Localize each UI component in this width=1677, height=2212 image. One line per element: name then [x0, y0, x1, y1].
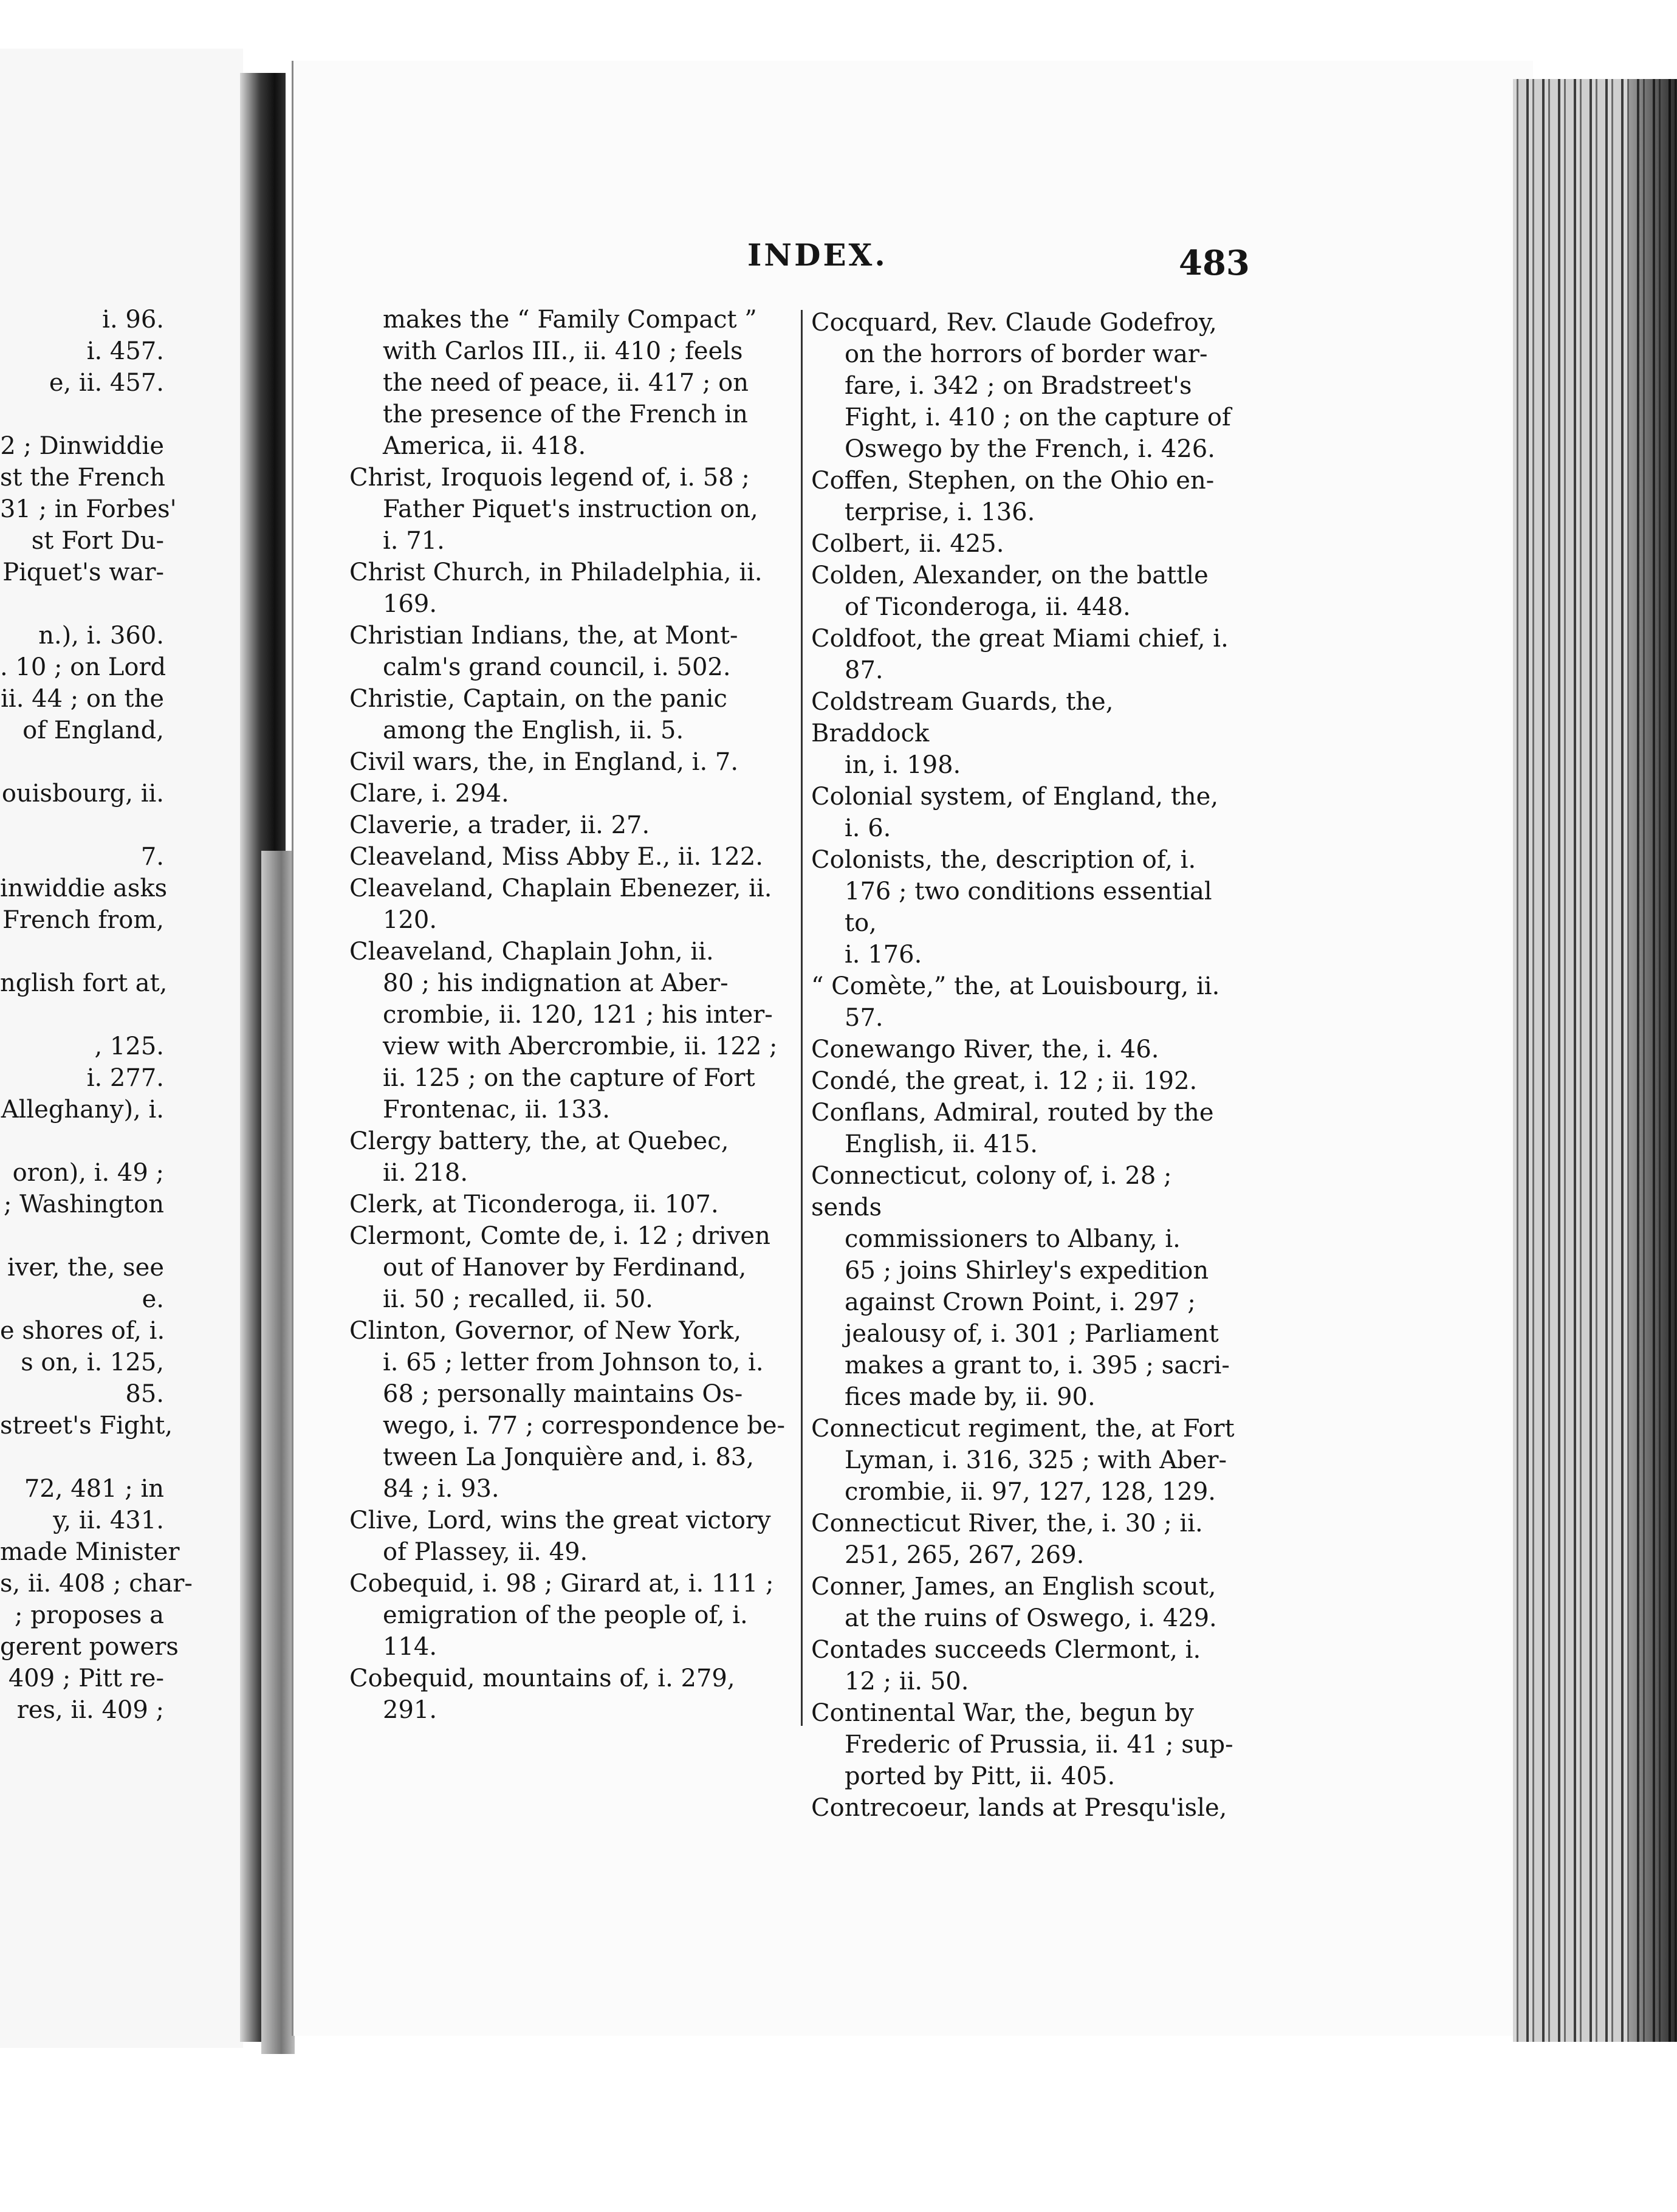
index-entry-continuation: among the English, ii. 5. [383, 716, 684, 744]
left-page-line: gerent powers [0, 1633, 179, 1661]
index-entry-continuation: ported by Pitt, ii. 405. [845, 1762, 1116, 1790]
left-page-line: Piquet's war- [2, 558, 164, 586]
index-entry [349, 841, 799, 873]
left-page-line: st Fort Du- [31, 527, 164, 555]
index-entry-heading: Christian Indians, the, at Mont- [349, 622, 738, 650]
index-entry-continuation: i. 6. [845, 814, 891, 842]
index-entry-heading: Clerk, at Ticonderoga, ii. 107. [349, 1190, 719, 1218]
index-entry [811, 844, 1236, 970]
index-entry [811, 1065, 1236, 1097]
index-entry-heading: Cleaveland, Chaplain John, ii. [349, 938, 714, 966]
index-entry-continuation: ii. 125 ; on the capture of Fort [383, 1064, 755, 1092]
index-entry-heading: Conflans, Admiral, routed by the [811, 1099, 1214, 1127]
index-entry-continuation: crombie, ii. 97, 127, 128, 129. [845, 1478, 1216, 1506]
index-entry [811, 1160, 1236, 1413]
left-page-line: i. 277. [86, 1064, 164, 1092]
index-entry-heading: Clive, Lord, wins the great victory [349, 1506, 771, 1534]
index-entry-continuation: the need of peace, ii. 417 ; on [383, 369, 749, 397]
index-entry [811, 465, 1236, 528]
index-entry-continuation: makes a grant to, i. 395 ; sacri- [845, 1352, 1230, 1379]
index-entry [811, 781, 1236, 844]
left-page-line [0, 809, 237, 841]
index-entry-heading: Civil wars, the, in England, i. 7. [349, 748, 739, 776]
left-page-line: 85. [125, 1380, 164, 1408]
index-entry [349, 304, 799, 462]
index-entry-heading: Clergy battery, the, at Quebec, [349, 1127, 729, 1155]
index-entry-continuation: 291. [383, 1696, 437, 1724]
left-page-line: 72, 481 ; in [24, 1475, 164, 1503]
page-number: 483 [1179, 243, 1250, 283]
index-entry-heading: Claverie, a trader, ii. 27. [349, 811, 650, 839]
left-page-line: y, ii. 431. [53, 1506, 164, 1534]
left-page-line: n.), i. 360. [38, 622, 164, 650]
index-entry-continuation: 251, 265, 267, 269. [845, 1541, 1085, 1569]
index-entry-heading: Christ, Iroquois legend of, i. 58 ; [349, 464, 750, 492]
left-page-line [0, 1125, 237, 1157]
left-page-line: 409 ; Pitt re- [8, 1664, 164, 1692]
index-entry-continuation: 114. [383, 1633, 437, 1661]
index-entry-heading: Colbert, ii. 425. [811, 530, 1004, 558]
left-page-line: st the French [0, 464, 166, 492]
index-entry-continuation: 176 ; two conditions essential to, [845, 878, 1212, 937]
left-page-line: iver, the, see [7, 1254, 164, 1282]
index-entry [349, 746, 799, 778]
index-entry-continuation: emigration of the people of, i. [383, 1601, 748, 1629]
index-column-left [349, 304, 799, 1726]
index-entry [811, 560, 1236, 623]
index-entry-continuation: view with Abercrombie, ii. 122 ; [383, 1032, 778, 1060]
index-entry-continuation: the presence of the French in [383, 400, 748, 428]
index-entry [811, 1697, 1236, 1792]
index-entry-continuation: America, ii. 418. [383, 432, 586, 460]
index-entry [811, 686, 1236, 781]
index-entry-heading: Connecticut, colony of, i. 28 ; sends [811, 1162, 1172, 1221]
index-entry-heading: Contrecoeur, lands at Presqu'isle, [811, 1794, 1227, 1822]
index-entry-continuation: in, i. 198. [845, 751, 961, 779]
index-entry [349, 1189, 799, 1220]
left-page-line [0, 1441, 237, 1473]
index-entry-continuation: Oswego by the French, i. 426. [845, 435, 1215, 463]
index-entry-heading: Conner, James, an English scout, [811, 1573, 1216, 1601]
left-page-line: e, ii. 457. [49, 369, 164, 397]
left-page-line: s on, i. 125, [21, 1348, 164, 1376]
index-entry-heading: Contades succeeds Clermont, i. [811, 1636, 1201, 1664]
index-entry-continuation: Frontenac, ii. 133. [383, 1096, 610, 1124]
index-entry-continuation: of Plassey, ii. 49. [383, 1538, 588, 1566]
index-entry-continuation: out of Hanover by Ferdinand, [383, 1254, 747, 1282]
index-entry-continuation: Fight, i. 410 ; on the capture of [845, 404, 1231, 431]
left-page-line [0, 746, 237, 778]
index-entry-heading: Coldfoot, the great Miami chief, i. [811, 625, 1229, 653]
index-entry-heading: “ Comète,” the, at Louisbourg, ii. [811, 972, 1220, 1000]
index-entry-continuation: tween La Jonquière and, i. 83, [383, 1443, 754, 1471]
index-entry-continuation: Father Piquet's instruction on, [383, 495, 758, 523]
left-page-line: i. 96. [102, 306, 164, 334]
index-entry-continuation: Lyman, i. 316, 325 ; with Aber- [845, 1446, 1227, 1474]
index-entry-continuation: on the horrors of border war- [845, 340, 1208, 368]
left-page-line [0, 399, 237, 430]
left-page-line [0, 588, 237, 620]
left-page-line: e. [142, 1285, 164, 1313]
index-entry-heading: Clare, i. 294. [349, 780, 509, 808]
index-entry-continuation: against Crown Point, i. 297 ; [845, 1288, 1196, 1316]
index-entry-heading: Cleaveland, Miss Abby E., ii. 122. [349, 843, 763, 871]
index-entry-heading: Colonial system, of England, the, [811, 783, 1219, 811]
index-entry [349, 557, 799, 620]
index-entry-continuation: 57. [845, 1004, 883, 1032]
index-entry-continuation: with Carlos III., ii. 410 ; feels [383, 337, 743, 365]
index-entry [349, 1315, 799, 1505]
index-entry [811, 1792, 1236, 1824]
index-entry-heading: Cobequid, mountains of, i. 279, [349, 1664, 735, 1692]
index-entry [811, 1571, 1236, 1634]
left-page-line: e shores of, i. [0, 1317, 165, 1345]
index-entry [349, 1220, 799, 1315]
index-entry [349, 620, 799, 683]
index-entry-heading: Continental War, the, begun by [811, 1699, 1194, 1727]
index-entry-continuation: 169. [383, 590, 437, 618]
index-entry [811, 307, 1236, 465]
index-entry [349, 462, 799, 557]
index-entry-continuation: wego, i. 77 ; correspondence be- [383, 1412, 786, 1440]
index-entry-continuation: 87. [845, 656, 883, 684]
left-page-line: . 10 ; on Lord [0, 653, 166, 681]
left-page-line [0, 999, 237, 1031]
index-entry-heading: Connecticut regiment, the, at Fort [811, 1415, 1235, 1443]
index-entry [811, 1034, 1236, 1065]
index-entry [349, 1125, 799, 1189]
index-entry-continuation: crombie, ii. 120, 121 ; his inter- [383, 1001, 773, 1029]
left-page-line: ii. 44 ; on the [1, 685, 164, 713]
index-entry [349, 809, 799, 841]
left-page-line: ; proposes a [15, 1601, 164, 1629]
left-page-line: French from, [2, 906, 164, 934]
index-entry-continuation: Frederic of Prussia, ii. 41 ; sup- [845, 1731, 1233, 1759]
index-entry-continuation: i. 176. [845, 941, 922, 969]
index-entry [811, 1413, 1236, 1508]
index-entry-heading: Conewango River, the, i. 46. [811, 1036, 1159, 1063]
index-entry [811, 1508, 1236, 1571]
index-entry-continuation: 12 ; ii. 50. [845, 1668, 969, 1695]
index-entry-continuation: ii. 50 ; recalled, ii. 50. [383, 1285, 653, 1313]
index-entry-continuation: fare, i. 342 ; on Bradstreet's [845, 372, 1192, 400]
index-entry-heading: Christie, Captain, on the panic [349, 685, 727, 713]
left-page-line: 2 ; Dinwiddie [0, 432, 164, 460]
left-page-line [0, 936, 237, 967]
column-rule [801, 310, 803, 1726]
index-entry-continuation: ii. 218. [383, 1159, 468, 1187]
index-entry [811, 970, 1236, 1034]
left-page-line: made Minister [0, 1538, 180, 1566]
index-entry-continuation: terprise, i. 136. [845, 498, 1035, 526]
left-page-line: res, ii. 409 ; [16, 1696, 164, 1724]
index-entry [349, 1663, 799, 1726]
index-entry-heading: Cobequid, i. 98 ; Girard at, i. 111 ; [349, 1570, 774, 1598]
left-page-text-fragment [0, 304, 237, 1726]
index-entry-continuation: 68 ; personally maintains Os- [383, 1380, 743, 1408]
left-page-line: oron), i. 49 ; [12, 1159, 164, 1187]
index-entry-heading: Colden, Alexander, on the battle [811, 562, 1209, 589]
fore-edge-shadow [1628, 79, 1677, 2042]
index-entry-heading: Colonists, the, description of, i. [811, 846, 1196, 874]
left-page-line: ; Washington [3, 1190, 164, 1218]
index-entry-heading: makes the “ Family Compact ” [383, 306, 757, 334]
index-entry-continuation: commissioners to Albany, i. [845, 1225, 1181, 1253]
page-spine-shadow [261, 851, 295, 2054]
index-entry [811, 623, 1236, 686]
index-entry-continuation: 84 ; i. 93. [383, 1475, 499, 1503]
index-entry-heading: Clinton, Governor, of New York, [349, 1317, 742, 1345]
left-page-line: s, ii. 408 ; char- [0, 1570, 193, 1598]
index-entry-continuation: 65 ; joins Shirley's expedition [845, 1257, 1209, 1285]
index-entry [811, 528, 1236, 560]
index-entry [349, 683, 799, 746]
index-entry-continuation: fices made by, ii. 90. [845, 1383, 1096, 1411]
left-page-line: nglish fort at, [0, 969, 168, 997]
left-page-line: ouisbourg, ii. [1, 780, 164, 808]
index-entry [811, 1097, 1236, 1160]
left-page-line: i. 457. [86, 337, 164, 365]
index-entry [349, 778, 799, 809]
index-entry-heading: Christ Church, in Philadelphia, ii. [349, 558, 763, 586]
index-entry-heading: Coldstream Guards, the, Braddock [811, 688, 1114, 747]
index-entry-heading: Cocquard, Rev. Claude Godefroy, [811, 309, 1217, 337]
index-entry-continuation: English, ii. 415. [845, 1130, 1038, 1158]
left-page-line: 7. [140, 843, 164, 871]
index-entry-continuation: i. 71. [383, 527, 445, 555]
index-entry-continuation: jealousy of, i. 301 ; Parliament [845, 1320, 1219, 1348]
index-entry-continuation: of Ticonderoga, ii. 448. [845, 593, 1131, 621]
index-entry-continuation: 120. [383, 906, 437, 934]
index-entry-heading: Condé, the great, i. 12 ; ii. 192. [811, 1067, 1198, 1095]
index-entry-heading: Connecticut River, the, i. 30 ; ii. [811, 1510, 1203, 1537]
index-entry-continuation: i. 65 ; letter from Johnson to, i. [383, 1348, 764, 1376]
index-entry-continuation: 80 ; his indignation at Aber- [383, 969, 729, 997]
left-page-line: Alleghany), i. [1, 1096, 164, 1124]
running-head: INDEX. [747, 237, 888, 273]
index-entry [349, 936, 799, 1125]
index-entry-continuation: at the ruins of Oswego, i. 429. [845, 1604, 1217, 1632]
index-entry-heading: Coffen, Stephen, on the Ohio en- [811, 467, 1215, 495]
left-page-line: of England, [22, 716, 164, 744]
index-entry [349, 1505, 799, 1568]
index-entry [349, 1568, 799, 1663]
left-page-line [0, 1220, 237, 1252]
index-entry-continuation: calm's grand council, i. 502. [383, 653, 731, 681]
index-entry-heading: Cleaveland, Chaplain Ebenezer, ii. [349, 874, 772, 902]
left-page-line: 31 ; in Forbes' [0, 495, 177, 523]
index-column-right [811, 307, 1236, 1824]
index-entry [349, 873, 799, 936]
index-entry-heading: Clermont, Comte de, i. 12 ; driven [349, 1222, 770, 1250]
index-entry [811, 1634, 1236, 1697]
left-page-line: inwiddie asks [0, 874, 168, 902]
left-page-line: , 125. [94, 1032, 164, 1060]
left-page-line: street's Fight, [0, 1412, 173, 1440]
